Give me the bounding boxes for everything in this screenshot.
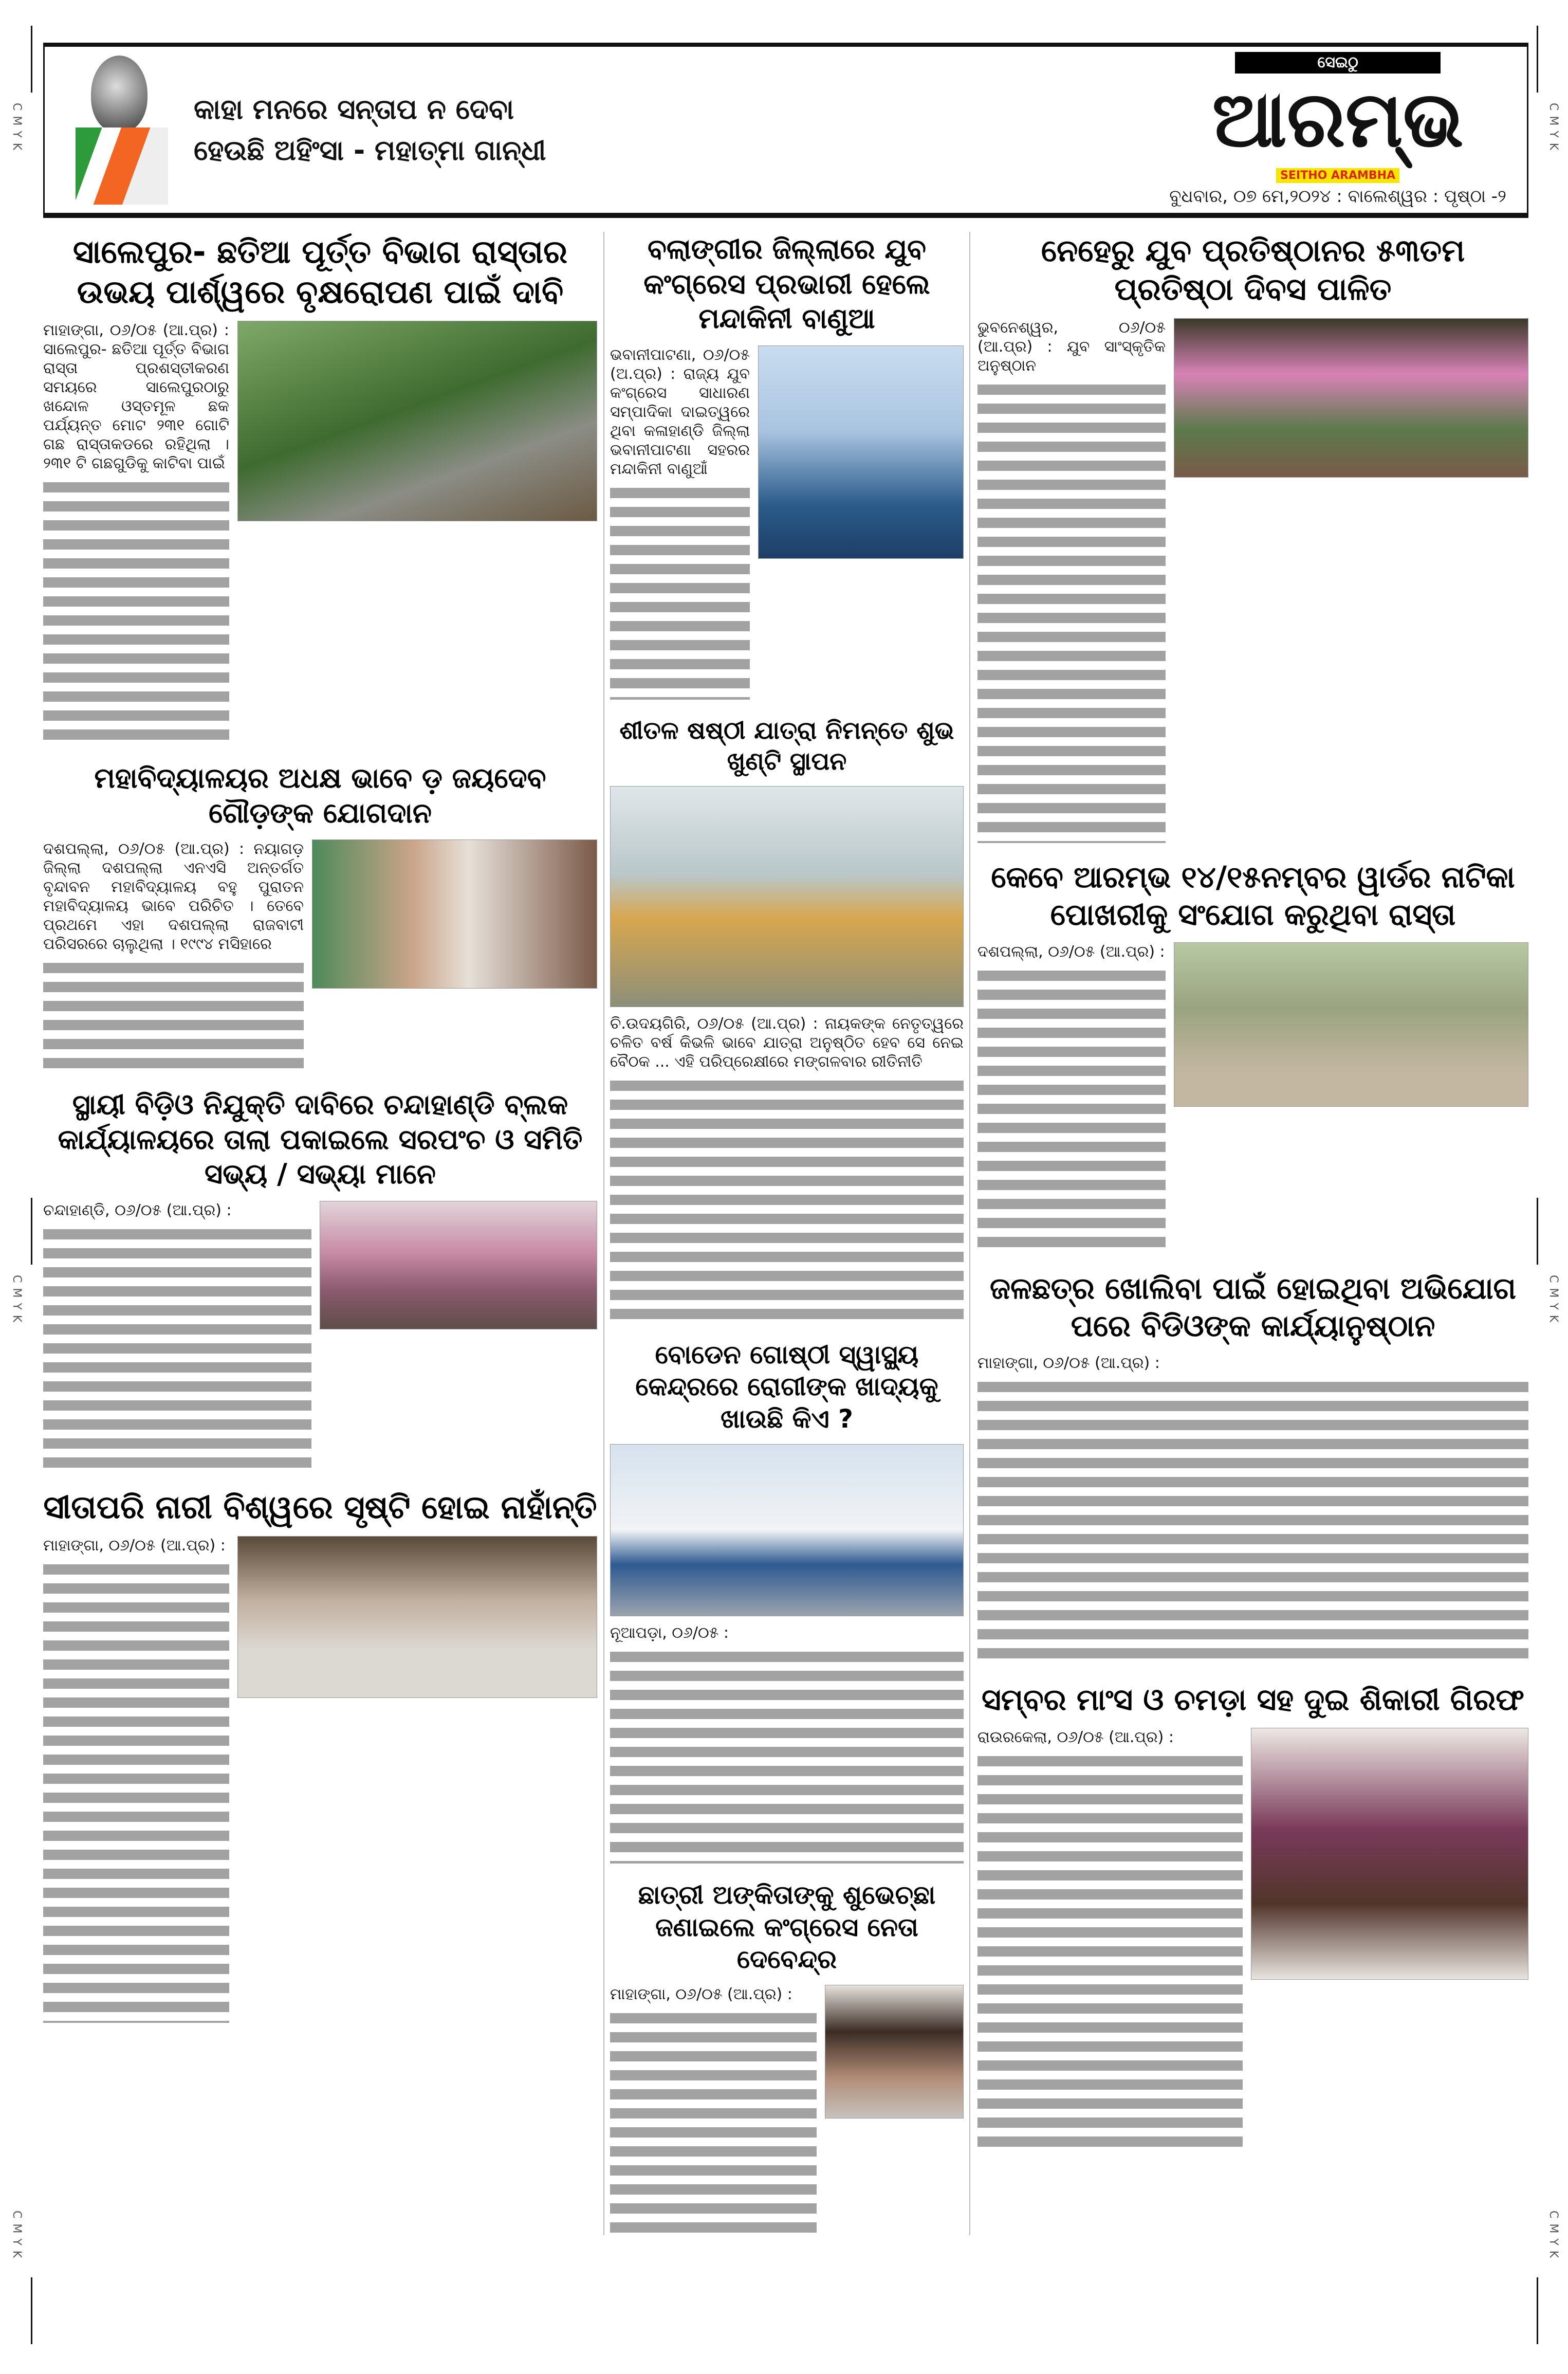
article-salepur-tree-plantation (43, 232, 597, 745)
article-lead: ଚି.ଉଦୟଗିରି, ୦୬/୦୫ (ଆ.ପ୍ର) : ନାୟକଙ୍କ ନେତୃତ୍ୱରେ ଚଳିତ ବର୍ଷ କିଭଳି ଭାବେ ଯାତ୍ରା ଅନୁଷ୍ଠିତ ହେବ ସେ ନେଇ ବୈଠକ ... ଏହି ପରିପ୍ରେକ୍ଷୀରେ ମଙ୍ଗଳବାର ରୀତିନୀତି (610, 1014, 964, 1071)
block-office-protest-photo (320, 1201, 597, 1329)
article-lead: ମାହାଙ୍ଗା, ୦୬/୦୫ (ଆ.ପ୍ର) : (977, 1354, 1160, 1372)
article-water-kiosk-bdo-action (977, 1270, 1528, 1666)
article-body-text (977, 1378, 1528, 1666)
cmyk-mark: CMYK (1547, 1275, 1560, 1328)
foundation-day-event-photo (1174, 318, 1528, 478)
gandhi-portrait (65, 56, 178, 205)
article-balangir-youth-congress (610, 232, 964, 700)
article-body-text (977, 966, 1166, 1254)
crop-mark (1537, 2277, 1538, 2344)
mandakini-banua-photo (758, 345, 964, 559)
cmyk-mark: CMYK (10, 1275, 23, 1328)
article-body-text (43, 1225, 311, 1472)
masthead-logo-block (1169, 52, 1506, 208)
masthead-english-tag: SEITHO ARAMBHA (1276, 168, 1399, 183)
article-headline: ବଲାଙ୍ଗୀର ଜିଲ୍ଲାରେ ଯୁବ କଂଗ୍ରେସ ପ୍ରଭାରୀ ହେଲେ ମନ୍ଦାକିନୀ ବାଣୁଆ (643, 233, 930, 335)
crop-mark (1537, 1198, 1538, 1265)
article-lead: ମାହାଙ୍ଗା, ୦୬/୦୫ (ଆ.ପ୍ର) : (43, 1537, 226, 1555)
article-headline: ସ୍ଥାୟୀ ବିଡ଼ିଓ ନିଯୁକ୍ତି ଦାବିରେ ଚନ୍ଦାହାଣ୍ଡି ବ୍ଲକ କାର୍ଯ୍ୟାଳୟରେ ତାଲା ପକାଇଲେ ସରପଂଚ ଓ ସମିତି ସଭ୍ୟ / ସଭ୍ୟା ମାନେ (58, 1088, 583, 1190)
article-body-text (43, 1560, 229, 2023)
article-ankita-congratulated (610, 1879, 964, 2235)
article-lead: ଭୁବନେଶ୍ୱର, ୦୬/୦୫ (ଆ.ପ୍ର) : ଯୁବ ସାଂସ୍କୃତିକ ଅନୁଷ୍ଠାନ (977, 319, 1166, 375)
article-headline: ଶୀତଳ ଷଷ୍ଠୀ ଯାତ୍ରା ନିମନ୍ତେ ଶୁଭ ଖୁଣ୍ଟି ସ୍ଥାପନ (619, 716, 954, 776)
masthead-logo-title: ଆରମ୍ଭ (1212, 75, 1464, 165)
crop-mark (31, 26, 32, 93)
article-sital-sasthi-yatra (610, 715, 964, 1323)
cmyk-mark: CMYK (1547, 2211, 1560, 2263)
article-lead: ଚନ୍ଦାହାଣ୍ଡି, ୦୬/୦୫ (ଆ.ପ୍ର) : (43, 1201, 232, 1219)
article-lead: ରାଉରକେଲା, ୦୬/୦୫ (ଆ.ପ୍ର) : (977, 1728, 1174, 1746)
principal-welcome-photo (312, 839, 597, 989)
masthead-dateline: ବୁଧବାର, ୦୭ ମେ,୨୦୨୪ : ବାଲେଶ୍ୱର : ପୃଷ୍ଠା -୨ (1169, 186, 1506, 207)
gandhi-quote-block (65, 56, 546, 205)
crop-mark (1537, 26, 1538, 93)
article-sita-lecture (43, 1487, 597, 2023)
article-boden-health-centre (610, 1339, 964, 1864)
roadside-trees-photo (237, 321, 597, 521)
article-headline: ସାଲେପୁର- ଛତିଆ ପୂର୍ତ୍ତ ବିଭାଗ ରାସ୍ତାର ଉଭୟ ପାର୍ଶ୍ୱରେ ବୃକ୍ଷରୋପଣ ପାଇଁ ଦାବି (72, 233, 568, 311)
article-body-text (43, 959, 304, 1072)
article-body-text (610, 2009, 817, 2235)
article-lead: ଦଶପଲ୍ଲା, ୦୬/୦୫ (ଆ.ପ୍ର) : ନୟାଗଡ଼ ଜିଲ୍ଲା ଦଶପଲ୍ଲା ଏନଏସି ଅନ୍ତର୍ଗତ ବୃନ୍ଦାବନ ମହାବିଦ୍ୟାଳୟ ବହୁ ପୁରାତନ ମହାବିଦ୍ୟାଳୟ ଭାବେ ପରିଚିତ । ତେବେ ପ୍ରଥମେ ଏହା ଦଶପଲ୍ଲା ରାଜବାଟୀ ପରିସରରେ ଚାଲୁଥିଲା । ୧୯୯୪ ମସିହାରେ (43, 840, 304, 953)
article-sambar-poachers-arrested (977, 1681, 1528, 2153)
article-body-text (43, 478, 229, 745)
quote-line-2: ହେଉଛି ଅହିଂସା - ମହାତ୍ମା ଗାନ୍ଧୀ (194, 134, 546, 167)
article-body-text (610, 484, 750, 700)
article-headline: ସୀତାପରି ନାରୀ ବିଶ୍ୱରେ ସୃଷ୍ଟି ହୋଇ ନାହାଁନ୍ତି (43, 1488, 597, 1526)
article-headline: ମହାବିଦ୍ୟାଳୟର ଅଧକ୍ଷ ଭାବେ ଡ଼ ଜୟଦେବ ଗୌଡ଼ଙ୍କ ଯୋଗଦାନ (94, 762, 546, 829)
article-headline: ନେହେରୁ ଯୁବ ପ୍ରତିଷ୍ଠାନର ୫୩ତମ ପ୍ରତିଷ୍ଠା ଦିବସ ପାଳିତ (1041, 233, 1465, 307)
article-body-text (977, 1752, 1243, 2153)
crop-mark (31, 2277, 32, 2344)
article-lead: ନୂଆପଡ଼ା, ୦୬/୦୫ : (610, 1624, 729, 1642)
article-lead: ମାହାଙ୍ଗା, ୦୬/୦୫ (ଆ.ପ୍ର) : ସାଲେପୁର- ଛତିଆ ପୂର୍ତ୍ତ ବିଭାଗ ରାସ୍ତା ପ୍ରଶସ୍ତୀକରଣ ସମୟରେ ସାଲେପୁରଠାରୁ ଖନ୍ଦୋଳ ଓସ୍ତମୂଳ ଛକ ପର୍ଯ୍ୟନ୍ତ ମୋଟ ୨୩୧ ଗୋଟି ଗଛ ରାସ୍ତାକଡରେ ରହିଥିଲା । ୨୩୧ ଟି ଗଛଗୁଡିକୁ କାଟିବା ପାଇଁ (43, 321, 229, 472)
article-ward-road-natika-pond (977, 859, 1528, 1254)
article-headline: ବୋଡେନ ଗୋଷ୍ଠୀ ସ୍ୱାସ୍ଥ୍ୟ କେନ୍ଦ୍ରରେ ରୋଗୀଙ୍କ ଖାଦ୍ୟକୁ ଖାଉଛି କିଏ ? (635, 1339, 938, 1434)
yatra-ritual-photo (610, 786, 964, 1007)
crop-mark (31, 1198, 32, 1265)
column-right (970, 232, 1528, 2235)
cmyk-mark: CMYK (10, 2211, 23, 2263)
column-left (43, 232, 604, 2235)
ankita-portrait-photo (825, 1985, 964, 2119)
masthead-kicker: ସେଇଠୁ (1235, 52, 1441, 74)
article-body-text (610, 1076, 964, 1323)
news-columns (43, 232, 1528, 2256)
masthead (43, 43, 1528, 218)
cmyk-mark: CMYK (1547, 103, 1560, 156)
hospital-ward-beds-photo (610, 1444, 964, 1616)
article-principal-joining (43, 761, 597, 1072)
article-body-text (977, 380, 1166, 843)
seized-meat-and-hide-photo (1251, 1728, 1528, 1980)
article-nehru-yuva-foundation-day (977, 232, 1528, 843)
article-lead: ଭବାନୀପାଟଣା, ୦୬/୦୫ (ଅ.ପ୍ର) : ରାଜ୍ୟ ଯୁବ କଂଗ୍ରେସ ସାଧାରଣ ସମ୍ପାଦିକା ଦାଇତ୍ୱରେ ଥିବା କଳାହାଣ୍ଡି ଜିଲ୍ଲା ଭବାନୀପାଟଣା ସହରର ମନ୍ଦାକିନୀ ବାଣୁଆଁ (610, 345, 750, 478)
column-middle (604, 232, 970, 2235)
article-headline: କେବେ ଆରମ୍ଭ ୧୪/୧୫ନମ୍ବର ୱାର୍ଡର ନାଟିକା ପୋଖରୀକୁ ସଂଯୋଗ କରୁଥିବା ରାସ୍ତା (991, 860, 1515, 932)
article-lead: ମାହାଙ୍ଗା, ୦୬/୦୫ (ଆ.ପ୍ର) : (610, 1985, 792, 2003)
article-headline: ଛାତ୍ରୀ ଅଙ୍କିତାଙ୍କୁ ଶୁଭେଚ୍ଛା ଜଣାଇଲେ କଂଗ୍ରେସ ନେତା ଦେବେନ୍ଦ୍ର (638, 1880, 936, 1974)
article-body-text (610, 1648, 964, 1864)
lecture-event-photo (237, 1536, 597, 1698)
article-headline: ସମ୍ବର ମାଂସ ଓ ଚମଡ଼ା ସହ ଦୁଇ ଶିକାରୀ ଗିରଫ (981, 1682, 1524, 1717)
article-lead: ଦଶପଲ୍ଲା, ୦୬/୦୫ (ଆ.ପ୍ର) : (977, 943, 1165, 961)
cmyk-mark: CMYK (10, 103, 23, 156)
article-chandahandi-block-protest (43, 1087, 597, 1472)
article-headline: ଜଳଛତ୍ର ଖୋଲିବା ପାଇଁ ହୋଇଥିବା ଅଭିଯୋଗ ପରେ ବିଡିଓଙ୍କ କାର୍ଯ୍ୟାନୁଷ୍ଠାନ (989, 1271, 1517, 1343)
quote-line-1: କାହା ମନରେ ସନ୍ତାପ ନ ଦେବା (194, 93, 514, 125)
unpaved-road-photo (1174, 942, 1528, 1107)
